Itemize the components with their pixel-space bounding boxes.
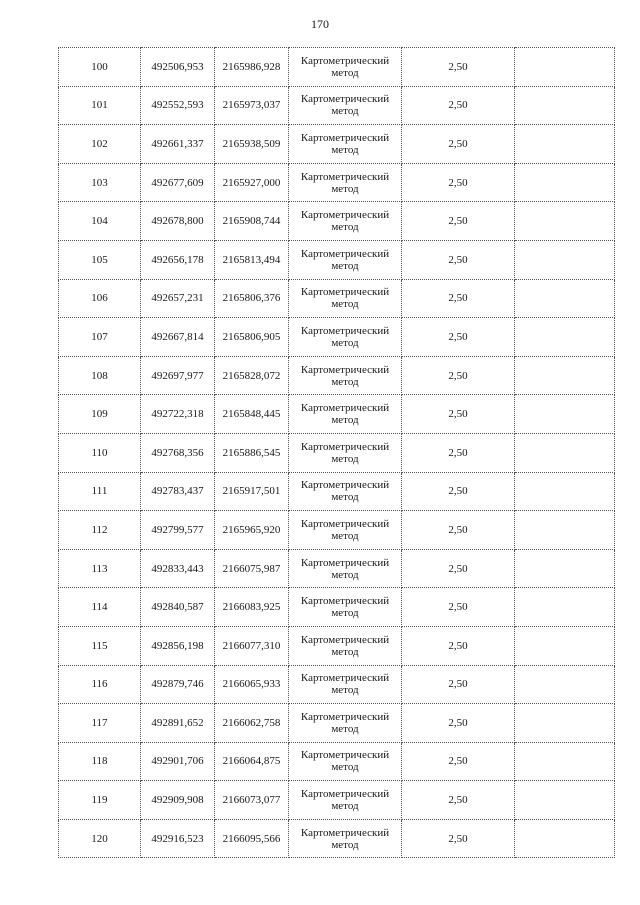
- method-line-2: метод: [331, 414, 359, 427]
- x-coordinate-cell: 492677,609: [141, 163, 215, 202]
- method-line-1: Картометрический: [300, 286, 390, 299]
- note-cell: [515, 279, 615, 318]
- method-line-1: Картометрический: [300, 170, 390, 183]
- note-cell: [515, 202, 615, 241]
- accuracy-cell: 2,50: [402, 511, 515, 550]
- method-line-2: метод: [331, 259, 359, 272]
- method-line-2: метод: [331, 182, 359, 195]
- note-cell: [515, 240, 615, 279]
- x-coordinate-cell: 492891,652: [141, 704, 215, 743]
- point-number-cell: 114: [59, 588, 141, 627]
- method-cell: [289, 163, 402, 202]
- y-coordinate-cell: 2165938,509: [215, 125, 289, 164]
- method-cell: [289, 742, 402, 781]
- page-number: 170: [311, 17, 329, 31]
- note-cell: [515, 549, 615, 588]
- method-line-2: метод: [331, 684, 359, 697]
- y-coordinate-cell: 2165917,501: [215, 472, 289, 511]
- accuracy-cell: 2,50: [402, 318, 515, 357]
- point-number-cell: 120: [59, 819, 141, 858]
- note-cell: [515, 125, 615, 164]
- x-coordinate-cell: 492667,814: [141, 318, 215, 357]
- table-row: [59, 626, 615, 665]
- point-number-cell: 103: [59, 163, 141, 202]
- method-line-2: метод: [331, 722, 359, 735]
- y-coordinate-cell: 2165986,928: [215, 48, 289, 87]
- method-cell: [289, 704, 402, 743]
- table-row: [59, 665, 615, 704]
- accuracy-cell: 2,50: [402, 742, 515, 781]
- method-line-1: Картометрический: [300, 363, 390, 376]
- table-row: [59, 819, 615, 858]
- method-cell: [289, 665, 402, 704]
- point-number-cell: 116: [59, 665, 141, 704]
- accuracy-cell: 2,50: [402, 704, 515, 743]
- y-coordinate-cell: 2166065,933: [215, 665, 289, 704]
- table-row: [59, 704, 615, 743]
- accuracy-cell: 2,50: [402, 240, 515, 279]
- note-cell: [515, 742, 615, 781]
- table-row: [59, 48, 615, 87]
- note-cell: [515, 356, 615, 395]
- method-line-1: Картометрический: [300, 633, 390, 646]
- table-row: [59, 781, 615, 820]
- note-cell: [515, 395, 615, 434]
- method-cell: [289, 626, 402, 665]
- x-coordinate-cell: 492661,337: [141, 125, 215, 164]
- method-cell: [289, 472, 402, 511]
- x-coordinate-cell: 492799,577: [141, 511, 215, 550]
- x-coordinate-cell: 492768,356: [141, 433, 215, 472]
- x-coordinate-cell: 492840,587: [141, 588, 215, 627]
- method-line-2: метод: [331, 761, 359, 774]
- method-line-2: метод: [331, 375, 359, 388]
- method-line-2: метод: [331, 607, 359, 620]
- x-coordinate-cell: 492656,178: [141, 240, 215, 279]
- point-number-cell: 113: [59, 549, 141, 588]
- x-coordinate-cell: 492657,231: [141, 279, 215, 318]
- method-cell: [289, 202, 402, 241]
- method-cell: [289, 588, 402, 627]
- method-cell: [289, 240, 402, 279]
- table-row: [59, 125, 615, 164]
- table-row: [59, 86, 615, 125]
- accuracy-cell: 2,50: [402, 781, 515, 820]
- point-number-cell: 111: [59, 472, 141, 511]
- accuracy-cell: 2,50: [402, 472, 515, 511]
- table-body: [59, 48, 615, 858]
- table-row: [59, 318, 615, 357]
- table-row: [59, 588, 615, 627]
- point-number-cell: 112: [59, 511, 141, 550]
- y-coordinate-cell: 2166095,566: [215, 819, 289, 858]
- point-number-cell: 104: [59, 202, 141, 241]
- table-row: [59, 511, 615, 550]
- y-coordinate-cell: 2166062,758: [215, 704, 289, 743]
- point-number-cell: 117: [59, 704, 141, 743]
- method-line-1: Картометрический: [300, 402, 390, 415]
- accuracy-cell: 2,50: [402, 279, 515, 318]
- table-row: [59, 202, 615, 241]
- method-line-2: метод: [331, 452, 359, 465]
- method-line-1: Картометрический: [300, 595, 390, 608]
- accuracy-cell: 2,50: [402, 626, 515, 665]
- point-number-cell: 102: [59, 125, 141, 164]
- y-coordinate-cell: 2165908,744: [215, 202, 289, 241]
- method-cell: [289, 356, 402, 395]
- y-coordinate-cell: 2165813,494: [215, 240, 289, 279]
- x-coordinate-cell: 492722,318: [141, 395, 215, 434]
- y-coordinate-cell: 2166064,875: [215, 742, 289, 781]
- point-number-cell: 105: [59, 240, 141, 279]
- note-cell: [515, 626, 615, 665]
- note-cell: [515, 318, 615, 357]
- method-line-1: Картометрический: [300, 788, 390, 801]
- table-row: [59, 240, 615, 279]
- point-number-cell: 107: [59, 318, 141, 357]
- method-line-2: метод: [331, 491, 359, 504]
- note-cell: [515, 588, 615, 627]
- method-cell: [289, 819, 402, 858]
- method-line-2: метод: [331, 221, 359, 234]
- x-coordinate-cell: 492909,908: [141, 781, 215, 820]
- method-cell: [289, 86, 402, 125]
- accuracy-cell: 2,50: [402, 588, 515, 627]
- y-coordinate-cell: 2165806,905: [215, 318, 289, 357]
- method-line-1: Картометрический: [300, 54, 390, 67]
- accuracy-cell: 2,50: [402, 202, 515, 241]
- method-cell: [289, 433, 402, 472]
- y-coordinate-cell: 2165973,037: [215, 86, 289, 125]
- method-line-2: метод: [331, 568, 359, 581]
- method-line-1: Картометрический: [300, 93, 390, 106]
- method-cell: [289, 125, 402, 164]
- point-number-cell: 110: [59, 433, 141, 472]
- point-number-cell: 115: [59, 626, 141, 665]
- note-cell: [515, 819, 615, 858]
- table-row: [59, 472, 615, 511]
- x-coordinate-cell: 492916,523: [141, 819, 215, 858]
- x-coordinate-cell: 492697,977: [141, 356, 215, 395]
- method-line-1: Картометрический: [300, 672, 390, 685]
- method-line-1: Картометрический: [300, 440, 390, 453]
- note-cell: [515, 433, 615, 472]
- method-line-1: Картометрический: [300, 209, 390, 222]
- x-coordinate-cell: 492783,437: [141, 472, 215, 511]
- point-number-cell: 118: [59, 742, 141, 781]
- x-coordinate-cell: 492506,953: [141, 48, 215, 87]
- note-cell: [515, 781, 615, 820]
- accuracy-cell: 2,50: [402, 395, 515, 434]
- table-row: [59, 395, 615, 434]
- accuracy-cell: 2,50: [402, 48, 515, 87]
- y-coordinate-cell: 2166077,310: [215, 626, 289, 665]
- y-coordinate-cell: 2165806,376: [215, 279, 289, 318]
- method-cell: [289, 279, 402, 318]
- method-line-2: метод: [331, 529, 359, 542]
- accuracy-cell: 2,50: [402, 163, 515, 202]
- point-number-cell: 119: [59, 781, 141, 820]
- y-coordinate-cell: 2166075,987: [215, 549, 289, 588]
- method-line-2: метод: [331, 143, 359, 156]
- accuracy-cell: 2,50: [402, 819, 515, 858]
- y-coordinate-cell: 2165828,072: [215, 356, 289, 395]
- method-line-2: метод: [331, 645, 359, 658]
- method-line-1: Картометрический: [300, 556, 390, 569]
- method-line-1: Картометрический: [300, 131, 390, 144]
- y-coordinate-cell: 2165927,000: [215, 163, 289, 202]
- method-line-1: Картометрический: [300, 517, 390, 530]
- method-line-1: Картометрический: [300, 749, 390, 762]
- method-cell: [289, 511, 402, 550]
- y-coordinate-cell: 2165886,545: [215, 433, 289, 472]
- y-coordinate-cell: 2166073,077: [215, 781, 289, 820]
- method-line-2: метод: [331, 66, 359, 79]
- accuracy-cell: 2,50: [402, 549, 515, 588]
- note-cell: [515, 163, 615, 202]
- accuracy-cell: 2,50: [402, 356, 515, 395]
- accuracy-cell: 2,50: [402, 86, 515, 125]
- y-coordinate-cell: 2166083,925: [215, 588, 289, 627]
- coordinates-table: [58, 47, 615, 858]
- table-row: [59, 433, 615, 472]
- table-row: [59, 742, 615, 781]
- y-coordinate-cell: 2165965,920: [215, 511, 289, 550]
- point-number-cell: 109: [59, 395, 141, 434]
- point-number-cell: 101: [59, 86, 141, 125]
- method-line-1: Картометрический: [300, 247, 390, 260]
- point-number-cell: 106: [59, 279, 141, 318]
- note-cell: [515, 704, 615, 743]
- method-line-2: метод: [331, 298, 359, 311]
- note-cell: [515, 48, 615, 87]
- table-row: [59, 549, 615, 588]
- method-cell: [289, 318, 402, 357]
- method-line-1: Картометрический: [300, 324, 390, 337]
- x-coordinate-cell: 492901,706: [141, 742, 215, 781]
- method-cell: [289, 549, 402, 588]
- table-row: [59, 356, 615, 395]
- method-line-1: Картометрический: [300, 826, 390, 839]
- accuracy-cell: 2,50: [402, 125, 515, 164]
- x-coordinate-cell: 492856,198: [141, 626, 215, 665]
- y-coordinate-cell: 2165848,445: [215, 395, 289, 434]
- method-cell: [289, 395, 402, 434]
- method-line-2: метод: [331, 838, 359, 851]
- point-number-cell: 100: [59, 48, 141, 87]
- method-line-2: метод: [331, 105, 359, 118]
- note-cell: [515, 511, 615, 550]
- method-line-2: метод: [331, 800, 359, 813]
- accuracy-cell: 2,50: [402, 433, 515, 472]
- note-cell: [515, 665, 615, 704]
- method-cell: [289, 48, 402, 87]
- x-coordinate-cell: 492879,746: [141, 665, 215, 704]
- method-line-1: Картометрический: [300, 710, 390, 723]
- method-line-1: Картометрический: [300, 479, 390, 492]
- accuracy-cell: 2,50: [402, 665, 515, 704]
- note-cell: [515, 472, 615, 511]
- table-row: [59, 279, 615, 318]
- table-row: [59, 163, 615, 202]
- point-number-cell: 108: [59, 356, 141, 395]
- x-coordinate-cell: 492833,443: [141, 549, 215, 588]
- x-coordinate-cell: 492678,800: [141, 202, 215, 241]
- x-coordinate-cell: 492552,593: [141, 86, 215, 125]
- method-cell: [289, 781, 402, 820]
- note-cell: [515, 86, 615, 125]
- method-line-2: метод: [331, 336, 359, 349]
